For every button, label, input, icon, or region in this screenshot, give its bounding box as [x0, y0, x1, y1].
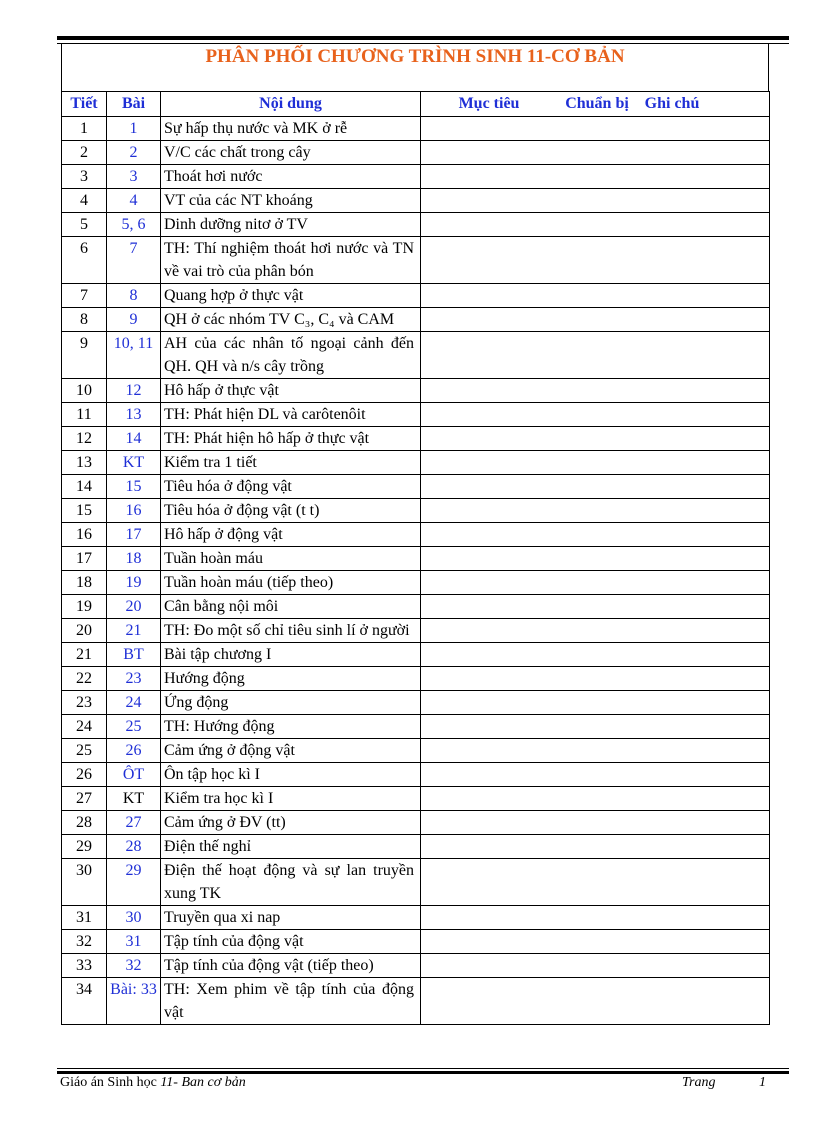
table-row [62, 787, 770, 811]
cell-muc-tieu [421, 763, 770, 787]
cell-muc-tieu [421, 571, 770, 595]
cell-muc-tieu [421, 859, 770, 906]
cell-noi-dung: Hô hấp ở động vật [161, 523, 421, 547]
cell-tiet: 28 [62, 811, 107, 835]
cell-bai: 21 [107, 619, 161, 643]
cell-bai: 2 [107, 141, 161, 165]
cell-tiet: 3 [62, 165, 107, 189]
table-row [62, 595, 770, 619]
cell-muc-tieu [421, 189, 770, 213]
curriculum-table [61, 91, 770, 1025]
cell-muc-tieu [421, 499, 770, 523]
cell-noi-dung: TH: Hướng động [161, 715, 421, 739]
cell-tiet: 10 [62, 379, 107, 403]
header-muc-tieu: Mục tiêu [458, 95, 520, 112]
cell-muc-tieu [421, 906, 770, 930]
document-title: PHÂN PHỐI CHƯƠNG TRÌNH SINH 11-CƠ BẢN [61, 44, 769, 91]
cell-muc-tieu [421, 427, 770, 451]
cell-tiet: 30 [62, 859, 107, 906]
cell-bai: 32 [107, 954, 161, 978]
cell-tiet: 26 [62, 763, 107, 787]
cell-bai: 17 [107, 523, 161, 547]
cell-tiet: 32 [62, 930, 107, 954]
table-row [62, 427, 770, 451]
header-right-group [421, 92, 770, 117]
cell-tiet: 25 [62, 739, 107, 763]
table-row [62, 117, 770, 141]
cell-bai: 8 [107, 284, 161, 308]
cell-noi-dung: TH: Thí nghiệm thoát hơi nước và TN về vai trò của phân bón [161, 237, 421, 284]
cell-noi-dung: Quang hợp ở thực vật [161, 284, 421, 308]
cell-bai: BT [107, 643, 161, 667]
table-row [62, 237, 770, 284]
cell-noi-dung: TH: Phát hiện hô hấp ở thực vật [161, 427, 421, 451]
cell-bai: 1 [107, 117, 161, 141]
cell-bai: 4 [107, 189, 161, 213]
table-row [62, 811, 770, 835]
cell-noi-dung: AH của các nhân tố ngoại cảnh đến QH. QH và n/s cây trồng [161, 332, 421, 379]
cell-noi-dung: Điện thế hoạt động và sự lan truyền xung TK [161, 859, 421, 906]
cell-bai: 27 [107, 811, 161, 835]
cell-tiet: 22 [62, 667, 107, 691]
bottom-rule-thin [57, 1068, 789, 1069]
cell-muc-tieu [421, 332, 770, 379]
table-row [62, 667, 770, 691]
table-row [62, 739, 770, 763]
cell-tiet: 16 [62, 523, 107, 547]
cell-noi-dung: Cảm ứng ở động vật [161, 739, 421, 763]
cell-muc-tieu [421, 379, 770, 403]
cell-bai: 10, 11 [107, 332, 161, 379]
footer-prefix: Giáo án Sinh học [60, 1075, 161, 1090]
cell-muc-tieu [421, 403, 770, 427]
header-ghi-chu: Ghi chú [644, 95, 700, 112]
table-row [62, 906, 770, 930]
cell-tiet: 5 [62, 213, 107, 237]
cell-noi-dung: Hô hấp ở thực vật [161, 379, 421, 403]
cell-muc-tieu [421, 547, 770, 571]
cell-muc-tieu [421, 141, 770, 165]
cell-tiet: 31 [62, 906, 107, 930]
cell-bai: 25 [107, 715, 161, 739]
cell-tiet: 21 [62, 643, 107, 667]
cell-noi-dung: Kiểm tra học kì I [161, 787, 421, 811]
cell-muc-tieu [421, 308, 770, 332]
cell-noi-dung: Cân bằng nội môi [161, 595, 421, 619]
cell-tiet: 23 [62, 691, 107, 715]
cell-tiet: 27 [62, 787, 107, 811]
cell-noi-dung: V/C các chất trong cây [161, 141, 421, 165]
table-row [62, 403, 770, 427]
table-row [62, 332, 770, 379]
cell-noi-dung: Tiêu hóa ở động vật (t t) [161, 499, 421, 523]
cell-tiet: 6 [62, 237, 107, 284]
table-header-row [62, 92, 770, 117]
cell-tiet: 7 [62, 284, 107, 308]
cell-tiet: 9 [62, 332, 107, 379]
table-row [62, 715, 770, 739]
footer-italic: 11- Ban cơ bản [160, 1075, 246, 1090]
footer-left [60, 1075, 246, 1091]
cell-noi-dung: Kiểm tra 1 tiết [161, 451, 421, 475]
table-row [62, 475, 770, 499]
cell-bai: 3 [107, 165, 161, 189]
cell-muc-tieu [421, 619, 770, 643]
cell-bai: 23 [107, 667, 161, 691]
cell-bai: 30 [107, 906, 161, 930]
header-noi-dung: Nội dung [161, 92, 421, 117]
cell-bai: 12 [107, 379, 161, 403]
table-row [62, 835, 770, 859]
cell-tiet: 8 [62, 308, 107, 332]
cell-muc-tieu [421, 930, 770, 954]
cell-tiet: 13 [62, 451, 107, 475]
table-row [62, 619, 770, 643]
cell-bai: KT [107, 451, 161, 475]
cell-bai: 31 [107, 930, 161, 954]
cell-muc-tieu [421, 787, 770, 811]
table-row [62, 643, 770, 667]
cell-noi-dung: Thoát hơi nước [161, 165, 421, 189]
cell-bai: 15 [107, 475, 161, 499]
cell-muc-tieu [421, 475, 770, 499]
cell-noi-dung: Hướng động [161, 667, 421, 691]
header-tiet: Tiết [62, 92, 107, 117]
cell-tiet: 19 [62, 595, 107, 619]
cell-muc-tieu [421, 213, 770, 237]
cell-muc-tieu [421, 284, 770, 308]
top-rule-thick [57, 36, 789, 40]
cell-bai: 9 [107, 308, 161, 332]
cell-muc-tieu [421, 954, 770, 978]
cell-noi-dung: Tuần hoàn máu [161, 547, 421, 571]
cell-tiet: 34 [62, 978, 107, 1025]
cell-tiet: 24 [62, 715, 107, 739]
cell-bai: 24 [107, 691, 161, 715]
cell-noi-dung: TH: Xem phim về tập tính của động vật [161, 978, 421, 1025]
header-bai: Bài [107, 92, 161, 117]
cell-muc-tieu [421, 165, 770, 189]
table-row [62, 379, 770, 403]
cell-tiet: 2 [62, 141, 107, 165]
cell-bai: 7 [107, 237, 161, 284]
table-row [62, 547, 770, 571]
cell-noi-dung: Điện thế nghỉ [161, 835, 421, 859]
cell-muc-tieu [421, 739, 770, 763]
cell-noi-dung: Ôn tập học kì I [161, 763, 421, 787]
cell-noi-dung: TH: Phát hiện DL và carôtenôit [161, 403, 421, 427]
cell-muc-tieu [421, 835, 770, 859]
cell-bai: 20 [107, 595, 161, 619]
table-row [62, 165, 770, 189]
table-row [62, 954, 770, 978]
cell-bai: ÔT [107, 763, 161, 787]
cell-noi-dung: Tuần hoàn máu (tiếp theo) [161, 571, 421, 595]
bottom-rule-thick [57, 1071, 789, 1074]
cell-muc-tieu [421, 451, 770, 475]
cell-noi-dung: Tập tính của động vật (tiếp theo) [161, 954, 421, 978]
header-chuan-bi: Chuẩn bị [565, 95, 629, 112]
cell-tiet: 33 [62, 954, 107, 978]
cell-bai: KT [107, 787, 161, 811]
table-row [62, 691, 770, 715]
cell-noi-dung: TH: Đo một số chỉ tiêu sinh lí ở người [161, 619, 421, 643]
cell-bai: Bài: 33 [107, 978, 161, 1025]
cell-tiet: 15 [62, 499, 107, 523]
table-row [62, 141, 770, 165]
table-row [62, 499, 770, 523]
table-row [62, 213, 770, 237]
cell-bai: 13 [107, 403, 161, 427]
cell-muc-tieu [421, 117, 770, 141]
table-row [62, 930, 770, 954]
table-row [62, 189, 770, 213]
cell-noi-dung: Dinh dưỡng nitơ ở TV [161, 213, 421, 237]
cell-bai: 26 [107, 739, 161, 763]
cell-muc-tieu [421, 667, 770, 691]
cell-muc-tieu [421, 691, 770, 715]
cell-bai: 18 [107, 547, 161, 571]
cell-tiet: 1 [62, 117, 107, 141]
table-row [62, 763, 770, 787]
cell-noi-dung: Truyền qua xi nap [161, 906, 421, 930]
cell-tiet: 29 [62, 835, 107, 859]
cell-bai: 19 [107, 571, 161, 595]
cell-noi-dung: Ứng động [161, 691, 421, 715]
footer-page-label: Trang [682, 1075, 716, 1090]
cell-tiet: 14 [62, 475, 107, 499]
cell-muc-tieu [421, 811, 770, 835]
table-row [62, 451, 770, 475]
cell-tiet: 12 [62, 427, 107, 451]
table-row [62, 523, 770, 547]
cell-bai: 5, 6 [107, 213, 161, 237]
table-row [62, 859, 770, 906]
cell-tiet: 18 [62, 571, 107, 595]
cell-bai: 14 [107, 427, 161, 451]
cell-tiet: 4 [62, 189, 107, 213]
cell-noi-dung: Sự hấp thụ nước và MK ở rễ [161, 117, 421, 141]
table-row [62, 308, 770, 332]
cell-muc-tieu [421, 978, 770, 1025]
table-row [62, 571, 770, 595]
cell-bai: 29 [107, 859, 161, 906]
cell-muc-tieu [421, 523, 770, 547]
cell-tiet: 11 [62, 403, 107, 427]
table-row [62, 978, 770, 1025]
cell-noi-dung: Tiêu hóa ở động vật [161, 475, 421, 499]
cell-bai: 16 [107, 499, 161, 523]
cell-muc-tieu [421, 595, 770, 619]
cell-bai: 28 [107, 835, 161, 859]
cell-noi-dung: QH ở các nhóm TV C₃, C₄ và CAM [161, 308, 421, 332]
cell-noi-dung: Tập tính của động vật [161, 930, 421, 954]
cell-tiet: 20 [62, 619, 107, 643]
table-row [62, 284, 770, 308]
cell-noi-dung: Bài tập chương I [161, 643, 421, 667]
footer-page-number: 1 [759, 1075, 766, 1090]
cell-muc-tieu [421, 237, 770, 284]
cell-muc-tieu [421, 643, 770, 667]
cell-noi-dung: Cảm ứng ở ĐV (tt) [161, 811, 421, 835]
cell-tiet: 17 [62, 547, 107, 571]
cell-noi-dung: VT của các NT khoáng [161, 189, 421, 213]
cell-muc-tieu [421, 715, 770, 739]
